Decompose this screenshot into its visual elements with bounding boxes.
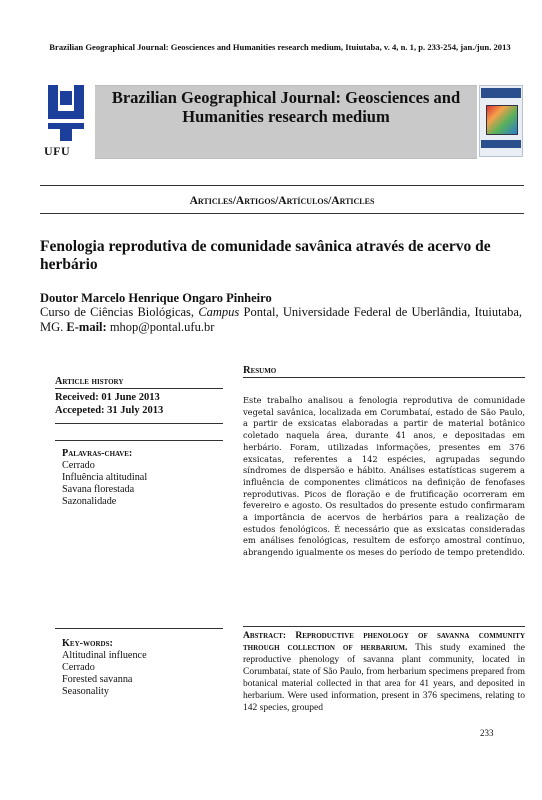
- history-bottom-divider: [55, 423, 223, 424]
- article-author: Doutor Marcelo Henrique Ongaro Pinheiro: [40, 291, 272, 305]
- keyword-item: Cerrado: [62, 662, 95, 673]
- resumo-divider: [243, 377, 525, 378]
- journal-banner-title: Brazilian Geographical Journal: Geosciences and Humanities research medium: [111, 88, 461, 126]
- keywords-top-divider: [55, 628, 223, 629]
- palavra-item: Savana florestada: [62, 484, 135, 495]
- logo-text: UFU: [44, 144, 71, 158]
- article-title: Fenologia reprodutiva de comunidade savânica através de acervo de herbário: [40, 238, 491, 273]
- cover-header-band: [481, 88, 521, 98]
- section-label: Articles/Artigos/Artículos/Articles: [189, 195, 375, 207]
- keyword-item: Seasonality: [62, 686, 109, 697]
- cover-footer-band: [481, 140, 521, 148]
- palavra-item: Cerrado: [62, 460, 95, 471]
- keywords-heading: Key-words:: [62, 638, 113, 649]
- abstract-paragraph: [243, 630, 525, 714]
- ufu-logo-icon: [42, 83, 90, 143]
- palavra-item: Influência altitudinal: [62, 472, 148, 483]
- palavras-top-divider: [55, 440, 223, 441]
- journal-citation: Brazilian Geographical Journal: Geosciences and Humanities research medium, Ituiutaba, v. 4, n. 1, p. 233-254, jan./jun. 2013: [49, 42, 511, 52]
- divider-bottom: [40, 213, 524, 214]
- cover-map-image: [486, 105, 518, 135]
- author-email[interactable]: mhop@pontal.ufu.br: [106, 320, 215, 334]
- palavra-item: Sazonalidade: [62, 496, 117, 507]
- article-history-heading: Article history: [55, 376, 124, 387]
- abstract-heading: Abstract: Reproductive phenology of savanna community through collection of herbarium.: [243, 631, 525, 653]
- keyword-item: Altitudinal influence: [62, 650, 147, 661]
- abstract-text: This study examined the reproductive phenology of savanna plant community, located in Corumbataí, state of São Paulo, from herbarium specimens prepared from botanical material collected in that area for 41 years, and deposited in herbarium. Were used information, present in 376 specimens, relating to 142 species, grouped: [243, 643, 525, 713]
- palavras-chave-heading: Palavras-chave:: [62, 448, 133, 459]
- divider-top: [40, 185, 524, 186]
- abstract-divider: [243, 626, 525, 627]
- resumo-text: Este trabalho analisou a fenologia reprodutiva de comunidade vegetal savânica, localizada em Corumbataí, estado de São Paulo, a partir de exsicatas elaboradas a partir de material botânico coletado naquela área, durante 41 anos, e depositadas em herbário. Foram, utilizadas informações, presentes em 376 exsicatas, referentes a 142 espécies, agrupadas segundo síndromes de dispersão e hábito. Análises estatísticas sugerem a influência de componentes climáticos na definição de fenofases reprodutivas. Picos de floração e de frutificação ocorreram em fevereiro e agosto. Os resultados do presente estudo confirmaram a importância de acervos de herbários para a realização de estudos fenológicos. É necessário que as exsicatas consideradas em análises fenológicas, resultem de esforço amostral contínuo, abrangendo igualmente os meses do período de tempo pretendido.: [243, 395, 525, 558]
- history-divider: [55, 388, 223, 389]
- author-affiliation: Curso de Ciências Biológicas, Campus Pontal, Universidade Federal de Uberlândia, Ituiutaba, MG. E-mail: mhop@pontal.ufu.br: [40, 305, 523, 334]
- accepted-date: Accepeted: 31 July 2013: [55, 405, 164, 416]
- received-date: Received: 01 June 2013: [55, 392, 160, 403]
- keyword-item: Forested savanna: [62, 674, 133, 685]
- page-number: 233: [480, 728, 494, 738]
- resumo-heading: Resumo: [243, 365, 277, 376]
